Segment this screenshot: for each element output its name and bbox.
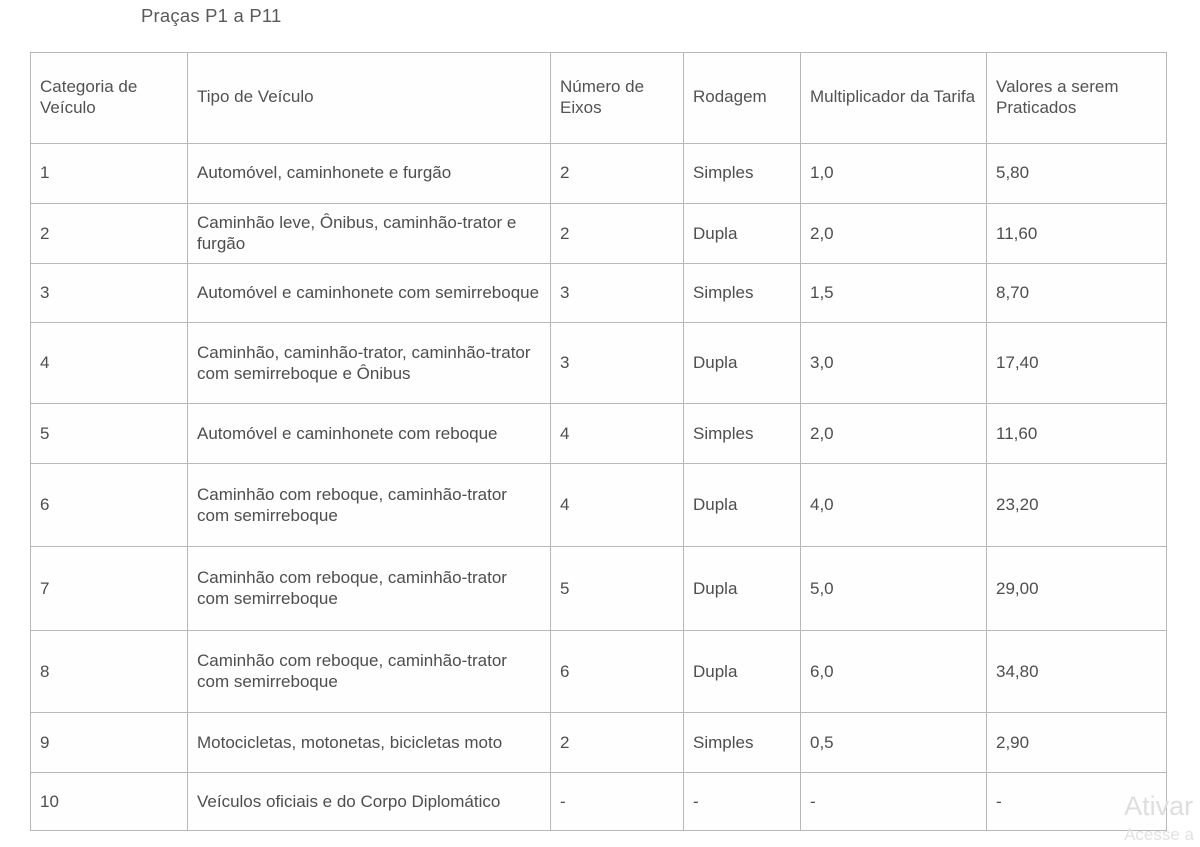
cell-rodagem: Dupla bbox=[684, 464, 801, 547]
cell-rodagem: Dupla bbox=[684, 204, 801, 264]
cell-categoria: 1 bbox=[31, 144, 188, 204]
table-row bbox=[31, 144, 1167, 204]
table-row bbox=[31, 464, 1167, 547]
cell-multiplicador: 0,5 bbox=[801, 713, 987, 773]
table-body bbox=[31, 144, 1167, 831]
cell-multiplicador: 6,0 bbox=[801, 631, 987, 713]
cell-categoria: 5 bbox=[31, 404, 188, 464]
cell-valor: 11,60 bbox=[987, 404, 1167, 464]
cell-eixos: 4 bbox=[551, 404, 684, 464]
cell-multiplicador: 3,0 bbox=[801, 323, 987, 404]
cell-valor: 11,60 bbox=[987, 204, 1167, 264]
column-header-valores: Valores a serem Praticados bbox=[987, 53, 1167, 144]
cell-rodagem: Simples bbox=[684, 404, 801, 464]
cell-valor: - bbox=[987, 773, 1167, 831]
cell-tipo: Automóvel e caminhonete com reboque bbox=[188, 404, 551, 464]
table-row bbox=[31, 204, 1167, 264]
column-header-eixos: Número de Eixos bbox=[551, 53, 684, 144]
cell-valor: 5,80 bbox=[987, 144, 1167, 204]
cell-valor: 23,20 bbox=[987, 464, 1167, 547]
table-row bbox=[31, 547, 1167, 631]
cell-eixos: 5 bbox=[551, 547, 684, 631]
table-header-row bbox=[31, 53, 1167, 144]
cell-tipo: Caminhão com reboque, caminhão-trator com semirreboque bbox=[188, 464, 551, 547]
table-row bbox=[31, 631, 1167, 713]
table-header bbox=[31, 53, 1167, 144]
cell-tipo: Caminhão, caminhão-trator, caminhão-trator com semirreboque e Ônibus bbox=[188, 323, 551, 404]
table-row bbox=[31, 773, 1167, 831]
cell-tipo: Automóvel, caminhonete e furgão bbox=[188, 144, 551, 204]
cell-categoria: 10 bbox=[31, 773, 188, 831]
cell-multiplicador: 1,5 bbox=[801, 264, 987, 323]
cell-eixos: 4 bbox=[551, 464, 684, 547]
cell-valor: 34,80 bbox=[987, 631, 1167, 713]
cell-valor: 8,70 bbox=[987, 264, 1167, 323]
table-row bbox=[31, 404, 1167, 464]
cell-multiplicador: 5,0 bbox=[801, 547, 987, 631]
tariff-table bbox=[30, 52, 1167, 831]
table-row bbox=[31, 713, 1167, 773]
cell-rodagem: Dupla bbox=[684, 631, 801, 713]
cell-categoria: 9 bbox=[31, 713, 188, 773]
cell-tipo: Veículos oficiais e do Corpo Diplomático bbox=[188, 773, 551, 831]
cell-rodagem: Simples bbox=[684, 264, 801, 323]
cell-categoria: 2 bbox=[31, 204, 188, 264]
cell-eixos: 3 bbox=[551, 264, 684, 323]
cell-categoria: 8 bbox=[31, 631, 188, 713]
cell-categoria: 4 bbox=[31, 323, 188, 404]
cell-valor: 29,00 bbox=[987, 547, 1167, 631]
cell-multiplicador: 2,0 bbox=[801, 204, 987, 264]
column-header-multiplicador: Multiplicador da Tarifa bbox=[801, 53, 987, 144]
cell-multiplicador: 2,0 bbox=[801, 404, 987, 464]
column-header-tipo: Tipo de Veículo bbox=[188, 53, 551, 144]
cell-tipo: Automóvel e caminhonete com semirreboque bbox=[188, 264, 551, 323]
cell-eixos: 2 bbox=[551, 204, 684, 264]
cell-eixos: 6 bbox=[551, 631, 684, 713]
cell-eixos: - bbox=[551, 773, 684, 831]
cell-categoria: 3 bbox=[31, 264, 188, 323]
cell-rodagem: Dupla bbox=[684, 547, 801, 631]
cell-eixos: 2 bbox=[551, 144, 684, 204]
cell-valor: 2,90 bbox=[987, 713, 1167, 773]
watermark-subtitle: Acesse a bbox=[1124, 824, 1194, 844]
cell-rodagem: Dupla bbox=[684, 323, 801, 404]
watermark-title: Ativar bbox=[1124, 790, 1194, 821]
cell-tipo: Caminhão leve, Ônibus, caminhão-trator e furgão bbox=[188, 204, 551, 264]
cell-rodagem: Simples bbox=[684, 713, 801, 773]
cell-rodagem: - bbox=[684, 773, 801, 831]
cell-tipo: Motocicletas, motonetas, bicicletas moto bbox=[188, 713, 551, 773]
cell-rodagem: Simples bbox=[684, 144, 801, 204]
cell-categoria: 7 bbox=[31, 547, 188, 631]
cell-eixos: 3 bbox=[551, 323, 684, 404]
cell-tipo: Caminhão com reboque, caminhão-trator com semirreboque bbox=[188, 631, 551, 713]
cell-eixos: 2 bbox=[551, 713, 684, 773]
column-header-categoria: Categoria de Veículo bbox=[31, 53, 188, 144]
column-header-rodagem: Rodagem bbox=[684, 53, 801, 144]
cell-tipo: Caminhão com reboque, caminhão-trator com semirreboque bbox=[188, 547, 551, 631]
cell-multiplicador: 1,0 bbox=[801, 144, 987, 204]
cell-multiplicador: - bbox=[801, 773, 987, 831]
table-row bbox=[31, 323, 1167, 404]
cell-multiplicador: 4,0 bbox=[801, 464, 987, 547]
cell-categoria: 6 bbox=[31, 464, 188, 547]
table-row bbox=[31, 264, 1167, 323]
cell-valor: 17,40 bbox=[987, 323, 1167, 404]
page-title: Praças P1 a P11 bbox=[141, 5, 282, 26]
